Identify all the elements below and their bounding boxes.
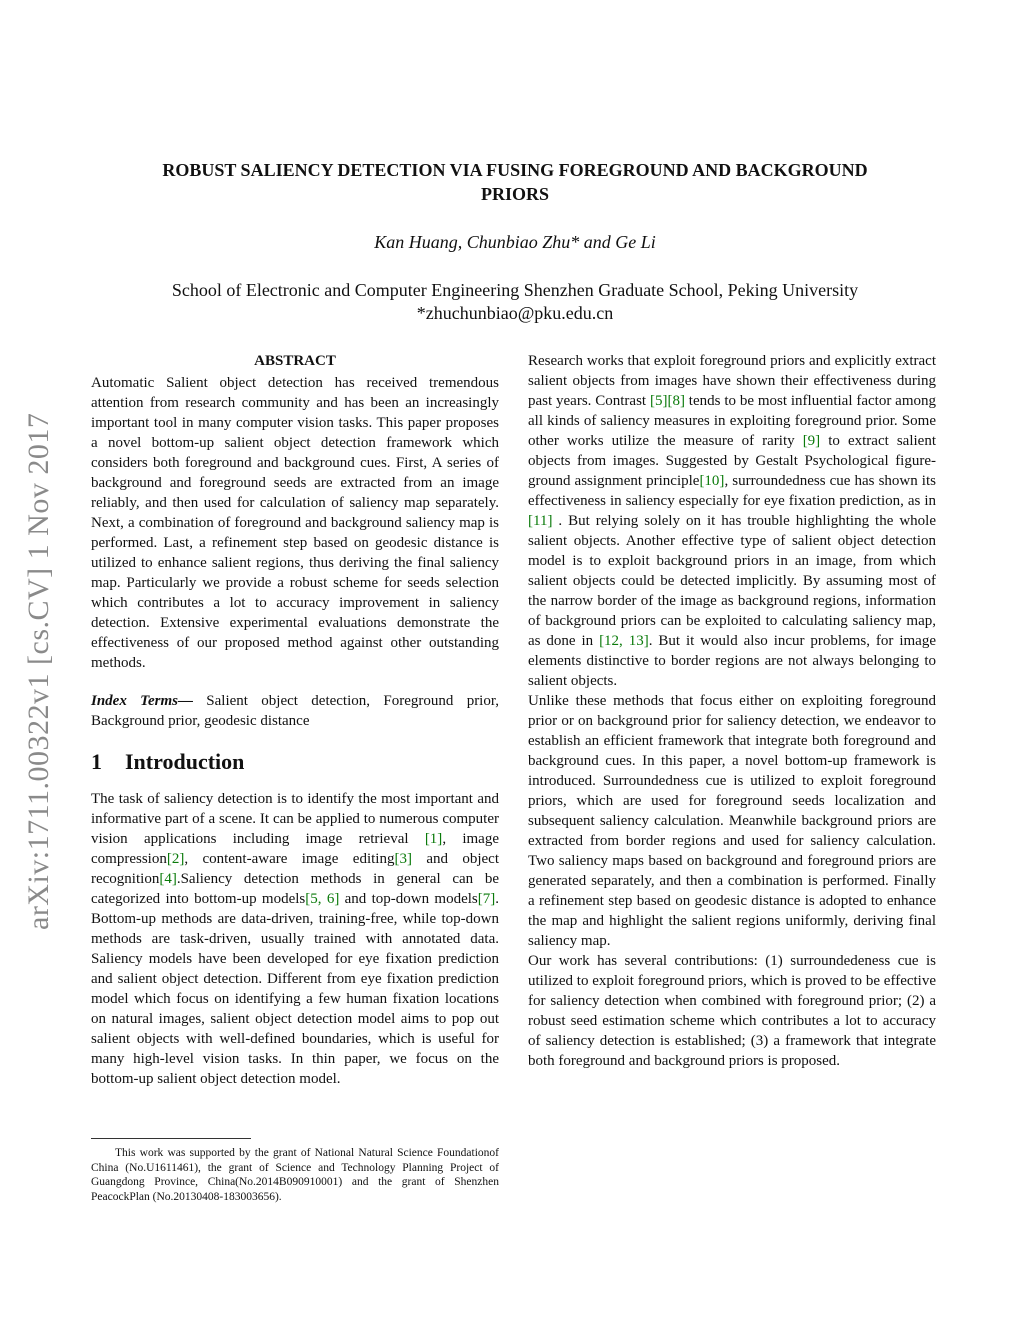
citation-link[interactable]: [4] xyxy=(159,871,177,887)
affiliation-email: *zhuchunbiao@pku.edu.cn xyxy=(416,303,614,323)
right-paragraph-3: Our work has several contributions: (1) surroundedeness cue is utilized to exploit foreground priors, which is proved to be effective for saliency detection when combined with foreground prior; (2) a robust seed estimation scheme which contributes a lot to accuracy of saliency detection is established; (3) a framework that integrate both foreground and background priors is proposed. xyxy=(528,953,936,1069)
affiliation-institution: School of Electronic and Computer Engineering Shenzhen Graduate School, Peking University xyxy=(171,280,859,300)
citation-link[interactable]: [2] xyxy=(166,851,185,867)
section-title: Introduction xyxy=(125,749,245,774)
citation-link[interactable]: [3] xyxy=(394,851,412,867)
title-line-2: PRIORS xyxy=(480,184,549,204)
footnote xyxy=(91,1140,499,1204)
citation-link[interactable]: [5] xyxy=(649,393,668,409)
citation-link[interactable]: [11] xyxy=(528,513,553,529)
citation-link[interactable]: [1] xyxy=(424,831,443,847)
citation-link[interactable]: [7] xyxy=(477,891,496,907)
intro-text: .Saliency detection methods in general can be categorized into bottom-up models xyxy=(91,871,499,907)
intro-text: , image compression xyxy=(91,831,499,867)
intro-paragraph xyxy=(91,789,499,1089)
index-terms-label: Index Terms— xyxy=(91,693,193,709)
citation-link[interactable]: [5, 6] xyxy=(305,891,340,907)
intro-text: and top-down models xyxy=(339,891,478,907)
body-text: . But relying solely on it has trouble highlighting the whole salient objects. Another effective type of salient object detection model is to exploit background priors in an image, from which salient objects could be detected implicitly. By assuming most of the narrow border of the image as background regions, information of background priors can be exploited to calculating saliency map, as done in xyxy=(528,513,936,649)
title-line-1: ROBUST SALIENCY DETECTION VIA FUSING FOREGROUND AND BACKGROUND xyxy=(162,160,868,180)
body-text: tends to be most influential factor among all kinds of saliency measures in exploiting foreground prior. Some other works utilize the measure of rarity xyxy=(528,393,937,449)
left-column xyxy=(91,351,499,1089)
body-text: Research works that exploit foreground priors and explicitly extract salient objects from images have shown their effectiveness during past years. Contrast xyxy=(528,353,936,409)
right-paragraph-2: Unlike these methods that focus either on exploiting foreground prior or on background prior for saliency detection, we endeavor to establish an efficient framework that integrate both foreground and background cues. In this paper, a novel bottom-up framework is introduced. Surroundedness cue is utilized to exploit foreground priors, which are used for foreground seeds localization and subsequent saliency calculation. Meanwhile background priors are extracted from border regions and used for saliency calculation. Two saliency maps based on background and foreground priors are generated separately, and then a combination is performed. Finally a refinement step based on geodesic distance is adopted to enhance the map and highlight the salient regions uniformly, deriving final saliency map. xyxy=(528,693,936,949)
citation-link[interactable]: [12, 13] xyxy=(599,633,649,649)
intro-text: , content-aware image editing xyxy=(184,851,395,867)
citation-link[interactable]: [9] xyxy=(802,433,821,449)
intro-text: and object recognition xyxy=(91,851,499,887)
footnote-text: This work was supported by the grant of National Natural Science Foundationof China (No.U1611461), the grant of Science and Technology Planning Project of Guangdong Province, China(No.2014B090910001) and the grant of Shenzhen PeacockPlan (No.20130408-183003656). xyxy=(91,1147,499,1203)
section-heading-introduction xyxy=(91,749,499,775)
intro-text: . Bottom-up methods are data-driven, training-free, while top-down methods are task-driven, usually trained with annotated data. Saliency models have been developed for eye fixation prediction and salient object detection. Different from eye fixation prediction model which focus on identifying a few human fixation locations on natural images, salient object detection model aims to pop out salient objects with well-defined boundaries, which is useful for many high-level vision tasks. In thin paper, we focus on the bottom-up salient object detection model. xyxy=(91,891,500,1087)
citation-link[interactable]: [10] xyxy=(699,473,725,489)
intro-text: The task of saliency detection is to identify the most important and informative part of a scene. It can be applied to numerous computer vision applications including image retrieval xyxy=(91,791,499,847)
body-text: . But it would also incur problems, for image elements distinctive to border regions are not always belonging to salient objects. xyxy=(528,633,936,689)
right-paragraph-1 xyxy=(528,351,936,691)
body-text: to extract salient objects from images. Suggested by Gestalt Psychological figure-ground assignment principle xyxy=(528,433,936,489)
abstract-text: Automatic Salient object detection has received tremendous attention from research community and has been an increasingly important tool in many computer vision tasks. This paper proposes a novel bottom-up salient object detection framework which considers both foreground and background cues. First, A series of background and foreground seeds are extracted from an image reliably, and then used for calculation of saliency map separately. Next, a combination of foreground and background saliency map is performed. Last, a refinement step based on geodesic distance is utilized to enhance salient regions, thus deriving the final saliency map. Particularly we provide a robust scheme for seeds selection which contributes a lot to accuracy improvement in saliency detection. Extensive experimental evaluations demonstrate the effectiveness of our proposed method against other outstanding methods. xyxy=(91,375,499,671)
abstract-heading: ABSTRACT xyxy=(254,353,336,369)
affiliation xyxy=(90,279,940,325)
body-text: , surroundedness cue has shown its effectiveness in saliency especially for eye fixation prediction, as in xyxy=(528,473,936,509)
index-terms-text: Salient object detection, Foreground prior, Background prior, geodesic distance xyxy=(91,693,499,729)
index-terms xyxy=(91,691,499,731)
arxiv-identifier: arXiv:1711.00322v1 [cs.CV] 1 Nov 2017 xyxy=(22,412,55,930)
footnote-rule xyxy=(91,1138,251,1139)
right-column xyxy=(528,351,936,1071)
citation-link[interactable]: [8] xyxy=(667,393,685,409)
section-number: 1 xyxy=(91,749,102,774)
paper-title xyxy=(90,158,940,206)
author-list: Kan Huang, Chunbiao Zhu* and Ge Li xyxy=(374,232,656,252)
